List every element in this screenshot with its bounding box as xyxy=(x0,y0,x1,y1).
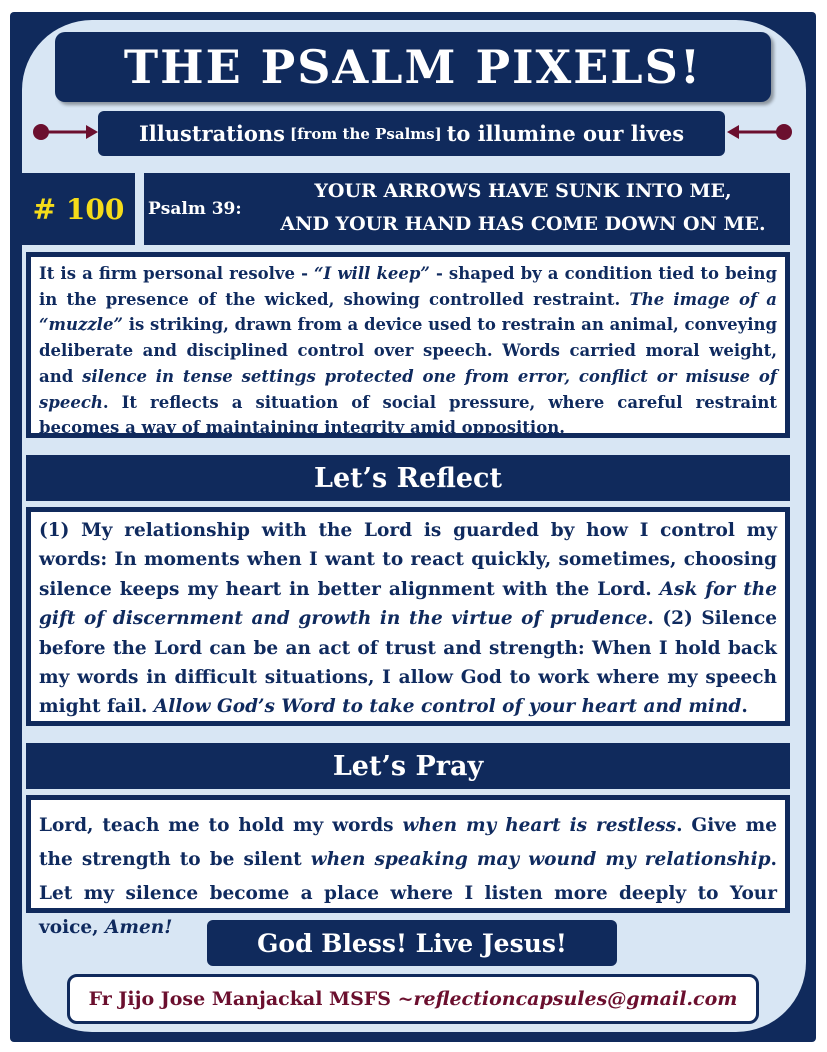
prayer-paragraph: Lord, teach me to hold my words when my heart is restless. Give me the strength to be silent when speaking may wound my relationship. Let my silence become a place where I listen more deeply to Your voice, Amen! xyxy=(26,795,790,913)
blessing-banner: God Bless! Live Jesus! xyxy=(207,920,617,966)
reflect-paragraph: (1) My relationship with the Lord is guarded by how I control my words: In moments when I want to react quickly, sometimes, choosing silence keeps my heart in better alignment with the Lord. Ask for the gift of discernment and growth in the virtue of prudence. (2) Silence before the Lord can be an act of trust and strength: When I hold back my words in difficult situations, I allow God to work where my speech might fail. Allow God’s Word to take control of your heart and mind. xyxy=(26,507,790,726)
left-arrow-icon xyxy=(32,122,98,142)
title-text: THE PSALM PIXELS! xyxy=(123,40,703,94)
entry-number-box xyxy=(22,173,135,245)
author-name: Fr Jijo Jose Manjackal MSFS ~ xyxy=(88,988,414,1010)
author-email: reflectioncapsules@gmail.com xyxy=(413,988,738,1010)
verse-box xyxy=(144,173,790,245)
verse-line-2: AND YOUR HAND HAS COME DOWN ON ME. xyxy=(280,213,766,235)
subtitle-bracket: [from the Psalms] xyxy=(289,124,442,143)
verse-line-1: YOUR ARROWS HAVE SUNK INTO ME, xyxy=(314,180,732,202)
pray-heading: Let’s Pray xyxy=(26,743,790,789)
entry-number: # 100 xyxy=(32,192,125,226)
psalm-reference: Psalm 39: xyxy=(148,199,242,219)
subtitle-end: to illumine our lives xyxy=(446,121,685,146)
page-title xyxy=(55,32,771,102)
author-credit xyxy=(67,974,759,1024)
reflect-heading: Let’s Reflect xyxy=(26,455,790,501)
verse-text xyxy=(258,175,788,241)
intro-paragraph: It is a firm personal resolve - “I will keep” - shaped by a condition tied to being in the presence of the wicked, showing controlled restraint. The image of a “muzzle” is striking, drawn from a device used to restrain an animal, conveying deliberate and disciplined control over speech. Words carried moral weight, and silence in tense settings protected one from error, conflict or misuse of speech. It reflects a situation of social pressure, where careful restraint becomes a way of maintaining integrity amid opposition. xyxy=(26,252,790,438)
subtitle-main: Illustrations xyxy=(138,121,285,146)
right-arrow-icon xyxy=(727,122,793,142)
subtitle xyxy=(98,111,725,156)
